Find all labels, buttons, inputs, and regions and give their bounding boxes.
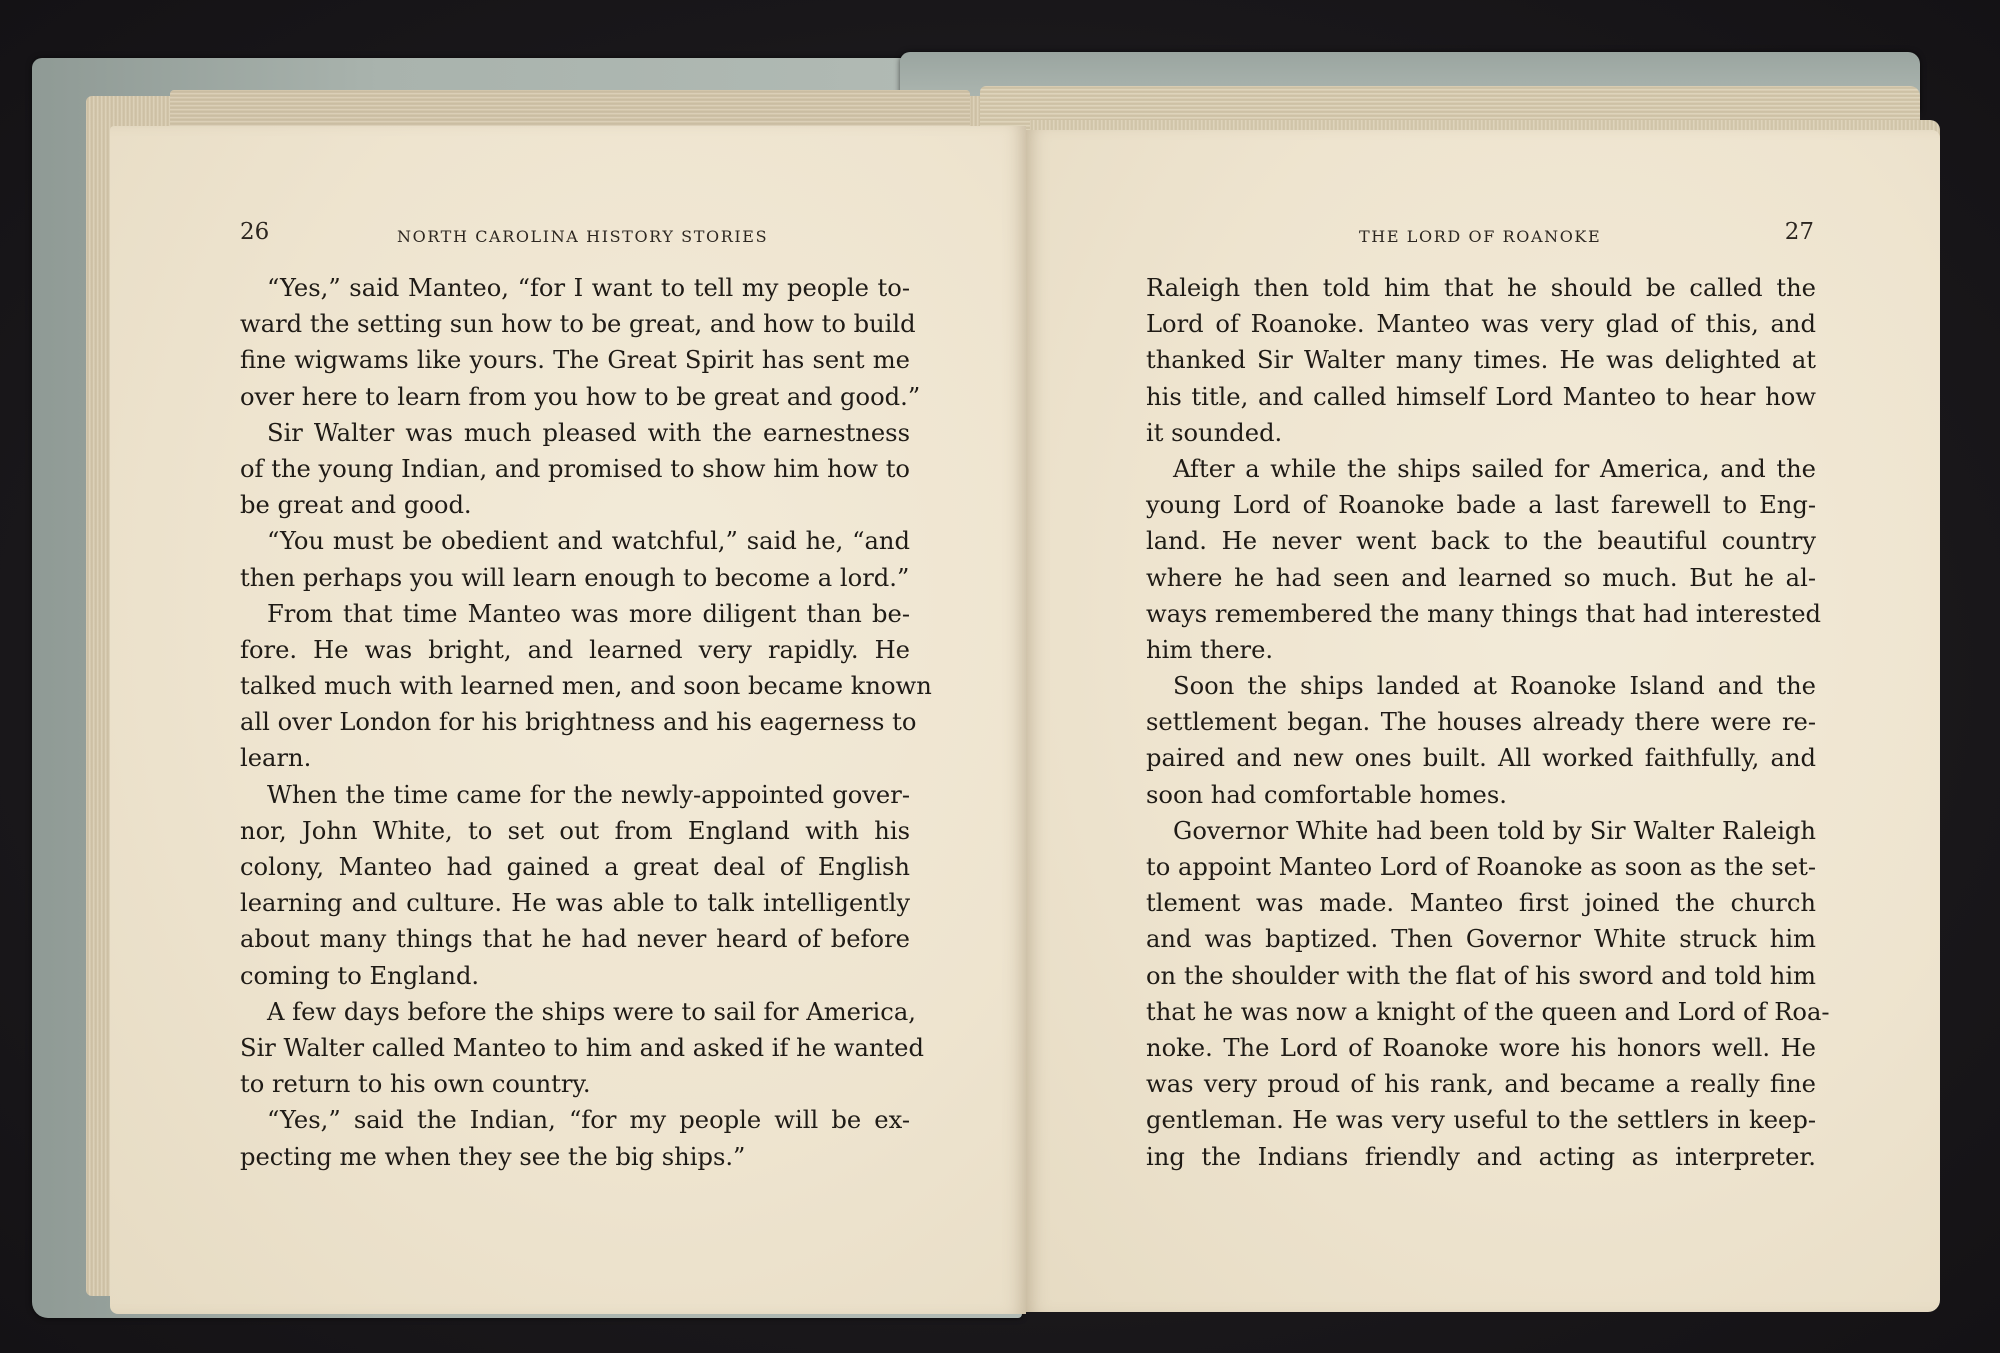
running-title: NORTH CAROLINA HISTORY STORIES bbox=[397, 227, 769, 246]
left-page-header bbox=[240, 219, 908, 253]
text-line: then perhaps you will learn enough to become a lord.” bbox=[240, 563, 910, 592]
text-line: land. He never went back to the beautiful country bbox=[1146, 527, 1816, 556]
text-line: pecting me when they see the big ships.” bbox=[240, 1142, 746, 1171]
text-line: on the shoulder with the flat of his sword and told him bbox=[1146, 961, 1816, 990]
text-line: him there. bbox=[1146, 635, 1274, 664]
text-line: tlement was made. Manteo first joined the church bbox=[1146, 889, 1816, 918]
text-line: ways remembered the many things that had interested bbox=[1146, 599, 1822, 628]
text-line: learn. bbox=[240, 744, 312, 773]
text-line: it sounded. bbox=[1146, 418, 1283, 447]
text-line: coming to England. bbox=[240, 961, 480, 990]
text-line: paired and new ones built. All worked faithfully, and bbox=[1146, 744, 1816, 773]
text-line: Governor White had been told by Sir Walter Raleigh bbox=[1173, 816, 1816, 845]
text-line: young Lord of Roanoke bade a last farewell to Eng- bbox=[1146, 491, 1816, 520]
right-page-header bbox=[1146, 219, 1814, 253]
text-line: that he was now a knight of the queen and Lord of Roa- bbox=[1146, 997, 1830, 1026]
text-line: and was baptized. Then Governor White struck him bbox=[1146, 925, 1816, 954]
text-line: where he had seen and learned so much. But he al- bbox=[1146, 563, 1816, 592]
text-line: Lord of Roanoke. Manteo was very glad of this, and bbox=[1146, 310, 1816, 339]
text-line: gentleman. He was very useful to the settlers in keep- bbox=[1146, 1106, 1816, 1135]
text-line: A few days before the ships were to sail for America, bbox=[267, 997, 916, 1026]
text-line: Raleigh then told him that he should be called the bbox=[1146, 274, 1816, 302]
text-line: thanked Sir Walter many times. He was delighted at bbox=[1146, 346, 1816, 375]
page-edges-top-left bbox=[170, 90, 970, 130]
text-line: to appoint Manteo Lord of Roanoke as soon as the set- bbox=[1146, 853, 1817, 881]
text-line: Sir Walter was much pleased with the earnestness bbox=[267, 418, 910, 447]
text-line: his title, and called himself Lord Manteo to hear how bbox=[1146, 382, 1816, 411]
left-page-text bbox=[240, 270, 932, 1175]
running-title: THE LORD OF ROANOKE bbox=[1359, 227, 1602, 246]
right-page-text bbox=[1146, 270, 1830, 1175]
text-line: fine wigwams like yours. The Great Spirit has sent me bbox=[240, 346, 910, 375]
text-line: Sir Walter called Manteo to him and asked if he wanted bbox=[240, 1033, 924, 1062]
text-line: be great and good. bbox=[240, 491, 472, 520]
page-number: 27 bbox=[1784, 219, 1814, 245]
text-line: learning and culture. He was able to talk intelligently bbox=[240, 889, 910, 918]
text-line: fore. He was bright, and learned very rapidly. He bbox=[240, 635, 910, 664]
text-line: to return to his own country. bbox=[240, 1070, 591, 1099]
text-line: about many things that he had never heard of before bbox=[240, 925, 910, 954]
text-line: talked much with learned men, and soon became known bbox=[240, 672, 932, 701]
text-line: nor, John White, to set out from England with his bbox=[240, 816, 910, 845]
text-line: soon had comfortable homes. bbox=[1146, 780, 1507, 809]
page-number: 26 bbox=[240, 219, 270, 245]
text-line: ward the setting sun how to be great, and how to build bbox=[240, 310, 916, 339]
text-line: of the young Indian, and promised to show him how to bbox=[240, 454, 910, 483]
text-line: “You must be obedient and watchful,” said he, “and bbox=[267, 527, 910, 556]
text-line: ing the Indians friendly and acting as interpreter. bbox=[1146, 1142, 1816, 1171]
text-line: “Yes,” said the Indian, “for my people will be ex- bbox=[267, 1106, 910, 1135]
text-line: colony, Manteo had gained a great deal of English bbox=[240, 853, 910, 881]
text-line: Soon the ships landed at Roanoke Island and the bbox=[1173, 672, 1816, 701]
text-line: noke. The Lord of Roanoke wore his honors well. He bbox=[1146, 1033, 1816, 1062]
text-line: “Yes,” said Manteo, “for I want to tell my people to- bbox=[267, 274, 910, 302]
text-line: When the time came for the newly-appointed gover- bbox=[267, 780, 910, 809]
text-line: settlement began. The houses already there were re- bbox=[1146, 708, 1816, 737]
text-line: all over London for his brightness and his eagerness to bbox=[240, 708, 917, 737]
text-line: was very proud of his rank, and became a really fine bbox=[1146, 1070, 1816, 1099]
text-line: From that time Manteo was more diligent than be- bbox=[267, 599, 910, 628]
text-line: After a while the ships sailed for America, and the bbox=[1173, 454, 1816, 483]
text-line: over here to learn from you how to be great and good.” bbox=[240, 382, 921, 411]
